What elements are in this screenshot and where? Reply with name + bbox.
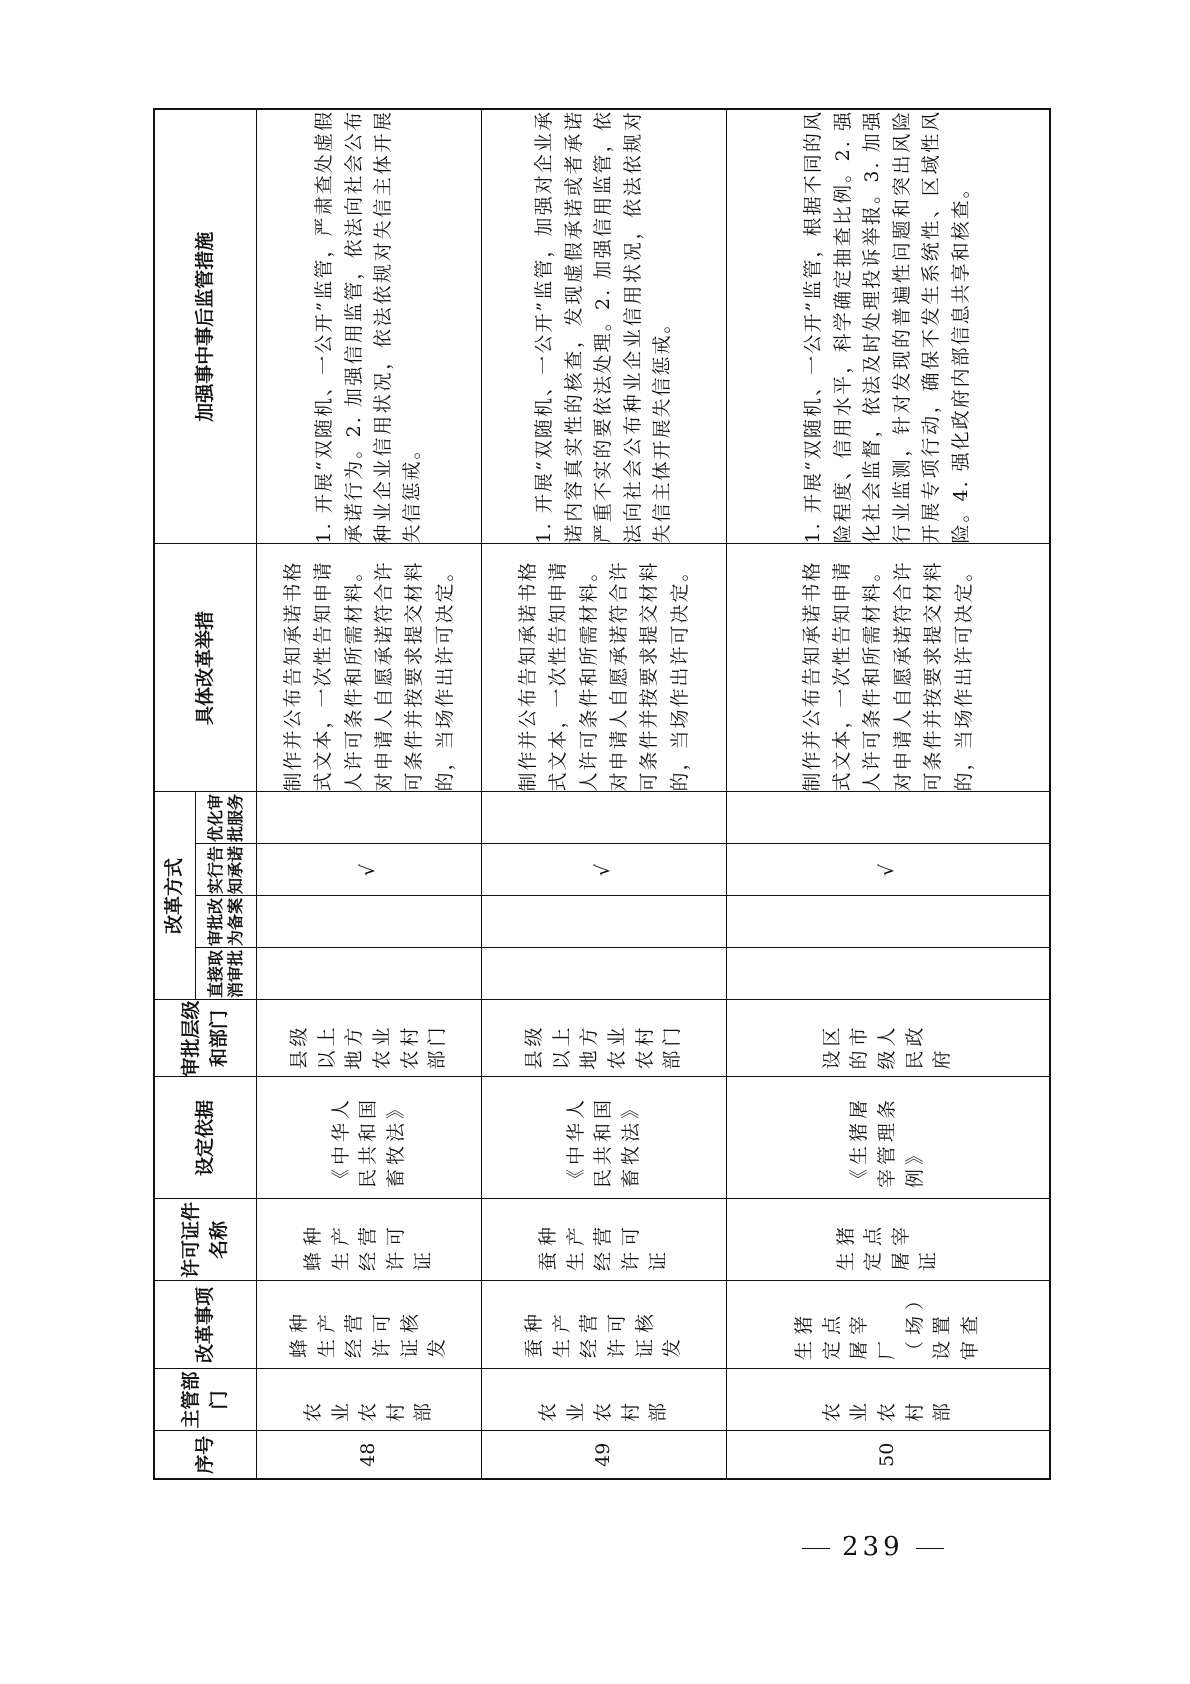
row-mode-optimize: [482, 792, 727, 844]
row-supervision-text: 1. 开展“双随机、一公开”监管，加强对企业承诺内容真实性的核查，发现虚假承诺或者承诺严重不实的要依法处理。2. 加强信用监管，依法向社会公布种业企业信用状况，依法依规对失信主体开展失信惩戒。: [533, 109, 674, 544]
row-measures-text: 制作并公布告知承诺书格式文本，一次性告知申请人许可条件和所需材料。对申请人自愿承诺符合许可条件并按要求提交材料的，当场作出许可决定。: [516, 560, 691, 792]
row-supervision-text: 1. 开展“双随机、一公开”监管，根据不同的风险程度、信用水平，科学确定抽查比例。2. 强化社会监督，依法及时处理投诉举报。3. 加强行业监测，针对发现的普遍性问题和突出风险开展专项行动，确保不发生系统性、区域性风险。4. 强化政府内部信息共享和核查。: [802, 109, 972, 544]
row-mode-notify: √: [257, 844, 482, 896]
header-measures: 具体改革举措: [154, 544, 257, 792]
row-license: [482, 1199, 727, 1281]
row-level: [257, 1000, 482, 1077]
row-item: [482, 1281, 727, 1369]
table-row: [482, 109, 727, 1479]
row-dept-text: 农业农村部: [820, 1396, 954, 1422]
header-mode-cancel: 直接取消审批: [196, 948, 257, 1000]
row-license-text: 蚕种生产经营许可证: [537, 1220, 670, 1271]
row-item: [727, 1281, 1050, 1369]
row-mode-record: [257, 896, 482, 948]
rotated-table-wrapper: [153, 109, 1046, 1480]
row-mode-optimize: [727, 792, 1050, 844]
row-seq: 50: [727, 1431, 1050, 1479]
header-basis: 设定依据: [154, 1077, 257, 1199]
header-item: 改革事项: [154, 1281, 257, 1369]
row-seq: 48: [257, 1431, 482, 1479]
reform-table: [153, 108, 1051, 1480]
row-mode-cancel: [257, 948, 482, 1000]
row-license-text: 蜂种生产经营许可证: [302, 1220, 435, 1271]
row-supervision: [727, 109, 1050, 544]
row-mode-record: [482, 896, 727, 948]
row-basis: [257, 1077, 482, 1199]
row-mode-cancel: [482, 948, 727, 1000]
row-dept: [257, 1369, 482, 1431]
row-mode-notify: √: [727, 844, 1050, 896]
header-mode-record: 审批改为备案: [196, 896, 257, 948]
header-seq: 序号: [154, 1431, 257, 1479]
row-basis-text: 《中华人民共和国畜牧法》: [564, 1095, 642, 1188]
row-supervision-text: 1. 开展“双随机、一公开”监管，严肃查处虚假承诺行为。2. 加强信用监管，依法向社会公布种业企业信用状况，依法依规对失信主体开展失信惩戒。: [313, 109, 424, 544]
table-row: [727, 109, 1050, 1479]
row-item-text: 生猪定点屠宰厂（场）设置审查: [793, 1294, 981, 1360]
row-measures-text: 制作并公布告知承诺书格式文本，一次性告知申请人许可条件和所需材料。对申请人自愿承诺符合许可条件并按要求提交材料的，当场作出许可决定。: [281, 560, 456, 792]
row-seq: 49: [482, 1431, 727, 1479]
row-license: [257, 1199, 482, 1281]
row-level-text: 县级以上地方农业农村部门: [288, 1023, 449, 1070]
row-mode-optimize: [257, 792, 482, 844]
row-basis-text: 《生猪屠宰管理条例》: [848, 1095, 926, 1188]
row-item-text: 蜂种生产经营许可证核发: [288, 1307, 449, 1358]
row-measures: [727, 544, 1050, 792]
row-license-text: 生猪定点屠宰证: [834, 1220, 940, 1271]
header-supervision: 加强事中事后监管措施: [154, 109, 257, 544]
row-mode-notify: √: [482, 844, 727, 896]
row-measures-text: 制作并公布告知承诺书格式文本，一次性告知申请人许可条件和所需材料。对申请人自愿承诺符合许可条件并按要求提交材料的，当场作出许可决定。: [800, 560, 975, 792]
row-basis-text: 《中华人民共和国畜牧法》: [329, 1095, 407, 1188]
header-level: 审批层级和部门: [154, 1000, 257, 1077]
row-basis: [727, 1077, 1050, 1199]
page-number-text: 239: [842, 1532, 904, 1562]
row-supervision: [482, 109, 727, 544]
row-dept-text: 农业农村部: [302, 1396, 435, 1422]
row-mode-cancel: [727, 948, 1050, 1000]
row-level-text: 县级以上地方农业农村部门: [523, 1023, 684, 1070]
row-mode-record: [727, 896, 1050, 948]
row-item-text: 蚕种生产经营许可证核发: [523, 1307, 684, 1358]
row-level: [482, 1000, 727, 1077]
header-mode-notify: 实行告知承诺: [196, 844, 257, 896]
header-license: 许可证件名称: [154, 1199, 257, 1281]
row-measures: [257, 544, 482, 792]
header-mode-optimize: 优化审批服务: [196, 792, 257, 844]
header-mode: 改革方式: [154, 792, 196, 1000]
page-dash-right: [916, 1548, 944, 1549]
row-dept-text: 农业农村部: [537, 1396, 670, 1422]
row-level-text: 设区的市级人民政府: [820, 1023, 954, 1070]
row-basis: [482, 1077, 727, 1199]
row-item: [257, 1281, 482, 1369]
row-supervision: [257, 109, 482, 544]
page-dash-left: [802, 1548, 830, 1549]
row-license: [727, 1199, 1050, 1281]
row-dept: [727, 1369, 1050, 1431]
table-row: [257, 109, 482, 1479]
page-number: [790, 1532, 956, 1562]
row-level: [727, 1000, 1050, 1077]
row-dept: [482, 1369, 727, 1431]
row-measures: [482, 544, 727, 792]
header-dept: 主管部门: [154, 1369, 257, 1431]
